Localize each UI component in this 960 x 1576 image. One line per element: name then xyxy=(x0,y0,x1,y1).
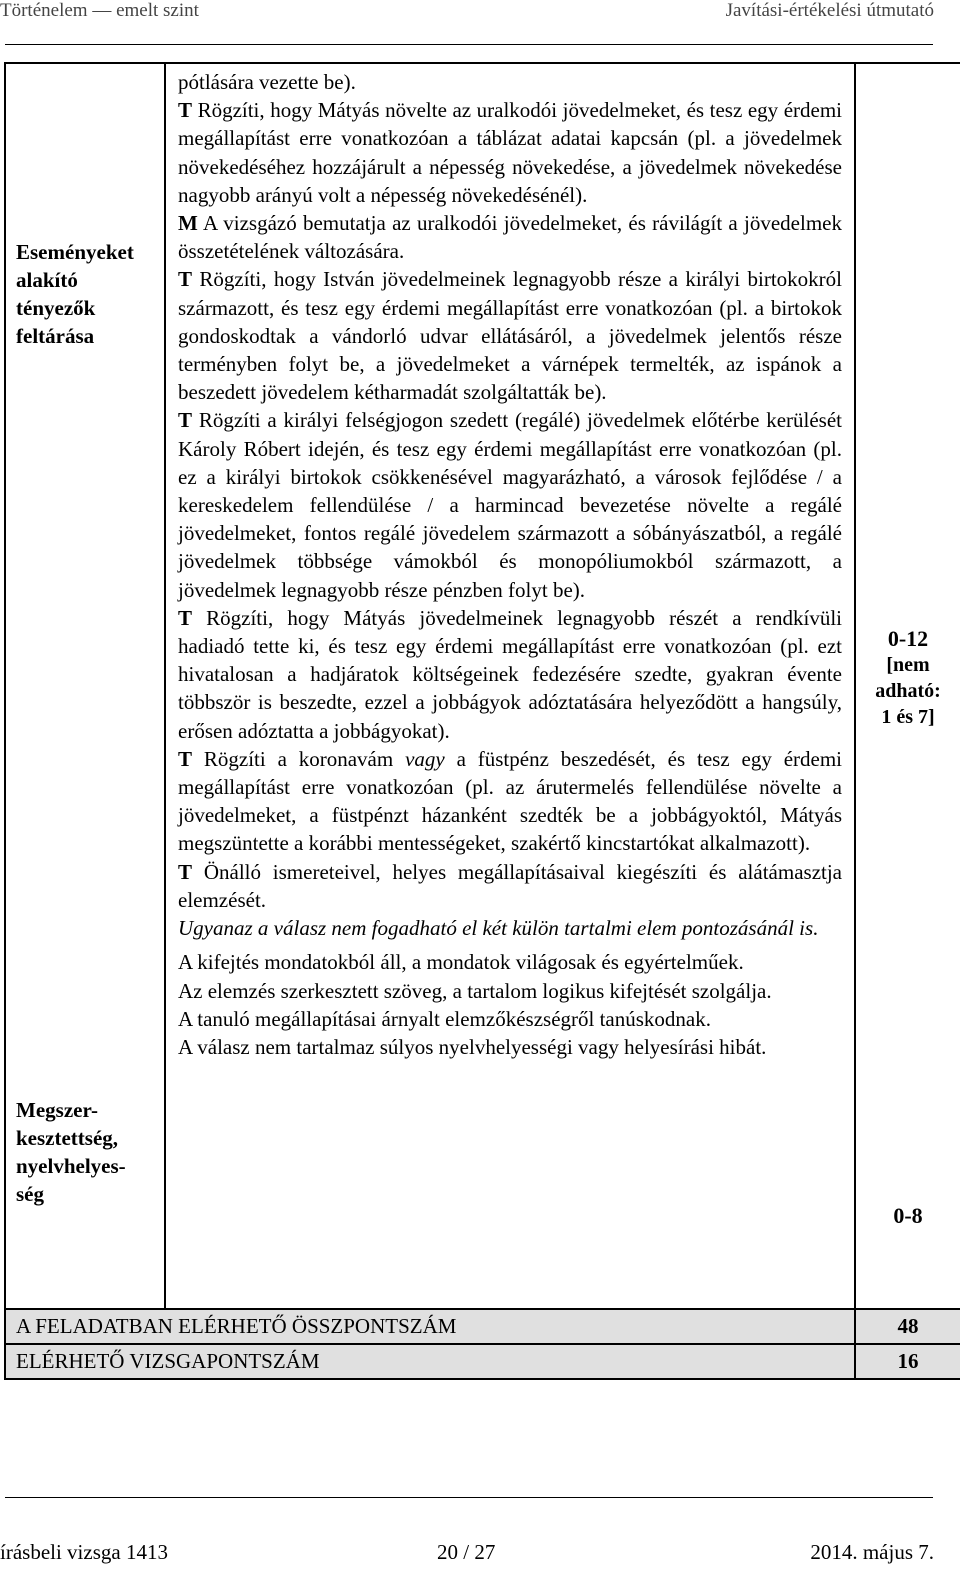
paragraph-text: Ugyanaz a válasz nem fogadható el két külön tartalmi elem pontozásánál is. xyxy=(178,916,819,941)
criteria-text xyxy=(166,64,854,1061)
scoring-table xyxy=(4,62,960,1380)
paragraph-text: A válasz nem tartalmaz súlyos nyelvhelyességi vagy helyesírási hibát. xyxy=(178,1034,767,1059)
criterion-note xyxy=(178,914,842,948)
paragraph-text: Az elemzés szerkesztett szöveg, a tartalom logikus kifejtését szolgálja. xyxy=(178,978,772,1003)
paragraph-text: A vizsgázó bemutatja az uralkodói jövedelmeket, és rávilágít a jövedelmek összetételének változására. xyxy=(178,211,842,264)
criterion-label xyxy=(6,350,164,1208)
criterion-cell xyxy=(5,63,165,1309)
criterion-line: kesztettség, xyxy=(16,1126,119,1150)
paragraph-text: pótlására vezette be). xyxy=(178,70,356,94)
footer-exam-code: írásbeli vizsga 1413 xyxy=(0,1540,168,1564)
paragraph-type-badge: T xyxy=(178,605,193,630)
criterion-paragraph xyxy=(178,406,842,603)
criterion-paragraph xyxy=(178,96,842,209)
paragraph-text: A tanuló megállapításai árnyalt elemzőkészségről tanúskodnak. xyxy=(178,1006,711,1031)
paragraph-text: a füstpénz beszedését, és tesz egy érdemi megállapítást erre vonatkozóan (pl. az árutermelés fellendülése növelte a jövedelmeket, a füstpénzt házanként szedték be a jobbágyoktól, Mátyás megszüntette a korábbi mentességeket, szakértő kincstartókat alkalmazott). xyxy=(178,746,843,856)
paragraph-type-badge: T xyxy=(178,267,193,292)
paragraph-text: Rögzíti, hogy István jövedelmeinek legnagyobb része a királyi birtokokról származott, és tesz egy érdemi megállapítást erre vonatkozóan (pl. a birtokok gondoskodtak a vándorló udvar ellátásáról, a jövedelmek jelentős része terményben folyt be, a jövedelmeket a várnépek termelték, az ispánok a beszedett jövedelem kétharmadát szolgáltatták be). xyxy=(178,267,842,405)
criterion-paragraph xyxy=(178,948,842,976)
paragraph-type-badge: T xyxy=(178,408,193,433)
criterion-paragraph xyxy=(178,977,842,1005)
header-document-type: Javítási-értékelési útmutató xyxy=(725,0,934,21)
paragraph-text: A kifejtés mondatokból áll, a mondatok világosak és egyértelműek. xyxy=(178,950,744,975)
criterion-paragraph xyxy=(178,604,842,745)
paragraph-text: Önálló ismereteivel, helyes megállapításaival kiegészíti és alátámasztja elemzését. xyxy=(178,859,842,912)
total-value: 48 xyxy=(855,1309,960,1344)
criterion-label xyxy=(6,64,164,350)
criterion-paragraph xyxy=(178,209,842,265)
criterion-line: feltárása xyxy=(16,324,95,348)
paragraph-text: Rögzíti a királyi felségjogon szedett (regálé) jövedelmek előtérbe kerülését Károly Róbert idején, és tesz egy érdemi megállapítást erre vonatkozóan (pl. ez a királyi birtokok csökkenésével magyarázható, a városok fejlődése / a kereskedelem fellendülése / a harmincad bevezetése növelte a regálé jövedelmeket, fontos regálé jövedelem származott a sóbányászatból, a regálé jövedelmek többsége vámokból és monopóliumokból származott, a jövedelmek legnagyobb része pénzben folyt be). xyxy=(178,408,843,602)
points-cell xyxy=(855,63,960,1309)
criterion-paragraph xyxy=(178,68,842,96)
criterion-paragraph xyxy=(178,745,842,858)
footer-date: 2014. május 7. xyxy=(810,1540,934,1564)
paragraph-text: Rögzíti, hogy Mátyás jövedelmeinek legnagyobb részét a rendkívüli hadiadó tette ki, és tesz egy érdemi megállapítást erre vonatkozóan (pl. ezt hivatalosan a hadjáratok költségeinek fedezésére szedte, gyakran évente többször is beszedte, ezzel a jobbágyok adóztatására helyeződött a hangsúly, erősen adóztatta a jobbágyokat). xyxy=(178,605,842,743)
total-value: 16 xyxy=(855,1344,960,1379)
points-value xyxy=(856,730,960,1229)
page-header xyxy=(0,0,960,30)
paragraph-text: Rögzíti, hogy Mátyás növelte az uralkodói jövedelmeket, és tesz egy érdemi megállapítást erre vonatkozóan a táblázat adatai kapcsán (pl. a jövedelmek növekedéséhez hozzájárult a népesség növekedése, a jövedelmek növekedése nagyobb arányú volt a népesség növekedésénél). xyxy=(178,98,842,207)
points-line: [nem xyxy=(886,654,930,676)
paragraph-type-badge: T xyxy=(178,98,193,123)
points-line: adható: xyxy=(875,680,941,702)
total-label: ELÉRHETŐ VIZSGAPONTSZÁM xyxy=(5,1344,855,1379)
criterion-line: alakító xyxy=(16,268,78,292)
footer-rule xyxy=(5,1497,933,1498)
criterion-paragraph xyxy=(178,1033,842,1061)
points-value xyxy=(856,64,960,730)
criterion-paragraph xyxy=(178,265,842,406)
total-label: A FELADATBAN ELÉRHETŐ ÖSSZPONTSZÁM xyxy=(5,1309,855,1344)
criterion-line: ség xyxy=(16,1182,44,1206)
criterion-line: Megszer- xyxy=(16,1098,98,1122)
total-row xyxy=(5,1344,960,1379)
points-line: 0-12 xyxy=(887,626,929,651)
paragraph-emphasis: vagy xyxy=(405,746,445,771)
criterion-paragraph xyxy=(178,858,842,914)
description-cell xyxy=(165,63,855,1309)
header-rule xyxy=(5,44,933,45)
paragraph-type-badge: M xyxy=(178,211,198,236)
page-number: 20 / 27 xyxy=(437,1540,496,1564)
criterion-paragraph xyxy=(178,1005,842,1033)
total-row xyxy=(5,1309,960,1344)
criterion-line: Eseményeket xyxy=(16,240,134,264)
criterion-line: nyelvhelyes- xyxy=(16,1154,126,1178)
criterion-line: tényezők xyxy=(16,296,96,320)
paragraph-type-badge: T xyxy=(178,859,193,884)
paragraph-text: Rögzíti a koronavám xyxy=(203,746,406,771)
table-row xyxy=(5,63,960,1309)
points-line: 0-8 xyxy=(893,1203,923,1228)
points-line: 1 és 7] xyxy=(881,706,935,728)
paragraph-type-badge: T xyxy=(178,746,193,771)
header-subject: Történelem — emelt szint xyxy=(0,0,199,21)
